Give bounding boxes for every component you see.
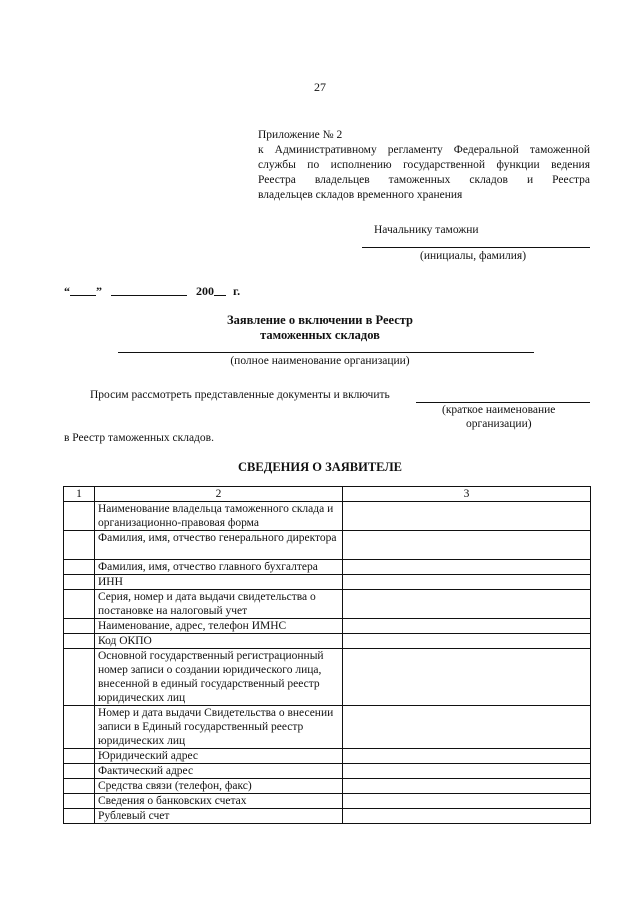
table-row bbox=[64, 531, 591, 560]
org-name-hint: (полное наименование организации) bbox=[230, 355, 410, 367]
table-row bbox=[64, 779, 591, 794]
table-cell-number bbox=[64, 649, 95, 706]
table-cell-number bbox=[64, 809, 95, 824]
table-cell-number bbox=[64, 749, 95, 764]
table-row bbox=[64, 575, 591, 590]
table-cell-value[interactable] bbox=[343, 619, 591, 634]
short-name-hint-2: организации) bbox=[466, 418, 532, 430]
table-cell-number bbox=[64, 634, 95, 649]
table-cell-number bbox=[64, 794, 95, 809]
document-title-line1: Заявление о включении в Реестр bbox=[227, 313, 413, 327]
date-year-prefix: 200 bbox=[196, 284, 214, 298]
org-name-line bbox=[118, 352, 534, 353]
appendix-line: владельцев складов временного хранения bbox=[258, 189, 463, 201]
appendix-line: Реестра владельцев таможенных складов и Реестра bbox=[258, 174, 590, 186]
table-header-cell: 1 bbox=[64, 487, 95, 502]
table-cell-value[interactable] bbox=[343, 749, 591, 764]
table-cell-number bbox=[64, 764, 95, 779]
table-row bbox=[64, 649, 591, 706]
table-cell-label: Номер и дата выдачи Свидетельства о внесении записи в Единый государственный реестр юридических лиц bbox=[95, 706, 343, 749]
document-title-line2: таможенных складов bbox=[260, 328, 380, 342]
table-cell-label: Наименование, адрес, телефон ИМНС bbox=[95, 619, 343, 634]
page-number: 27 bbox=[314, 80, 326, 94]
table-cell-label: Наименование владельца таможенного склада и организационно-правовая форма bbox=[95, 502, 343, 531]
document-title bbox=[0, 313, 640, 343]
table-cell-label: Код ОКПО bbox=[95, 634, 343, 649]
date-day-blank bbox=[70, 283, 96, 296]
applicant-info-table bbox=[63, 486, 591, 824]
table-cell-number bbox=[64, 531, 95, 560]
date-month-blank bbox=[111, 283, 187, 296]
appendix-line: Приложение № 2 bbox=[258, 129, 343, 141]
table-cell-number bbox=[64, 590, 95, 619]
table-cell-label: Серия, номер и дата выдачи свидетельства о постановке на налоговый учет bbox=[95, 590, 343, 619]
addressee-title: Начальнику таможни bbox=[374, 224, 479, 236]
table-cell-label: Рублевый счет bbox=[95, 809, 343, 824]
table-cell-label: Фактический адрес bbox=[95, 764, 343, 779]
addressee-line bbox=[362, 247, 590, 248]
table-cell-value[interactable] bbox=[343, 560, 591, 575]
table-row bbox=[64, 619, 591, 634]
table-header-row bbox=[64, 487, 591, 502]
table-row bbox=[64, 764, 591, 779]
table-cell-value[interactable] bbox=[343, 809, 591, 824]
table-cell-value[interactable] bbox=[343, 706, 591, 749]
table-row bbox=[64, 749, 591, 764]
table-cell-value[interactable] bbox=[343, 502, 591, 531]
appendix-block bbox=[258, 128, 590, 203]
table-cell-value[interactable] bbox=[343, 634, 591, 649]
table-cell-label: Основной государственный регистрационный номер записи о создании юридического лица, внесенной в единый государственный реестр юридических лиц bbox=[95, 649, 343, 706]
short-name-hint-1: (краткое наименование bbox=[442, 404, 556, 416]
date-line bbox=[64, 281, 240, 296]
table-row bbox=[64, 706, 591, 749]
table-cell-label: ИНН bbox=[95, 575, 343, 590]
table-header-cell: 3 bbox=[343, 487, 591, 502]
table-cell-number bbox=[64, 575, 95, 590]
table-row bbox=[64, 590, 591, 619]
date-open-quote: “ bbox=[64, 284, 70, 298]
table-row bbox=[64, 634, 591, 649]
table-cell-number bbox=[64, 706, 95, 749]
table-cell-number bbox=[64, 779, 95, 794]
short-name-line bbox=[416, 402, 590, 403]
table-cell-number bbox=[64, 560, 95, 575]
table-cell-label: Фамилия, имя, отчество главного бухгалтера bbox=[95, 560, 343, 575]
addressee-hint: (инициалы, фамилия) bbox=[420, 250, 527, 262]
table-cell-value[interactable] bbox=[343, 794, 591, 809]
section-title: СВЕДЕНИЯ О ЗАЯВИТЕЛЕ bbox=[238, 460, 402, 474]
table-cell-value[interactable] bbox=[343, 531, 591, 560]
appendix-line: к Административному регламенту Федеральной таможенной bbox=[258, 144, 590, 156]
table-row bbox=[64, 794, 591, 809]
table-cell-number bbox=[64, 619, 95, 634]
table-row bbox=[64, 809, 591, 824]
date-year-blank bbox=[214, 283, 226, 296]
table-cell-number bbox=[64, 502, 95, 531]
table-cell-label: Средства связи (телефон, факс) bbox=[95, 779, 343, 794]
request-text: Просим рассмотреть представленные документы и включить bbox=[90, 389, 390, 401]
table-cell-label: Фамилия, имя, отчество генерального директора bbox=[95, 531, 343, 560]
table-cell-value[interactable] bbox=[343, 575, 591, 590]
table-cell-label: Юридический адрес bbox=[95, 749, 343, 764]
table-row bbox=[64, 502, 591, 531]
table-cell-value[interactable] bbox=[343, 649, 591, 706]
table-cell-value[interactable] bbox=[343, 764, 591, 779]
appendix-line: службы по исполнению государственной функции ведения bbox=[258, 159, 590, 171]
table-row bbox=[64, 560, 591, 575]
date-close-quote: ” bbox=[96, 284, 102, 298]
table-cell-value[interactable] bbox=[343, 590, 591, 619]
table-cell-value[interactable] bbox=[343, 779, 591, 794]
date-year-suffix: г. bbox=[233, 284, 241, 298]
request-continuation: в Реестр таможенных складов. bbox=[64, 432, 214, 444]
table-header-cell: 2 bbox=[95, 487, 343, 502]
table-cell-label: Сведения о банковских счетах bbox=[95, 794, 343, 809]
